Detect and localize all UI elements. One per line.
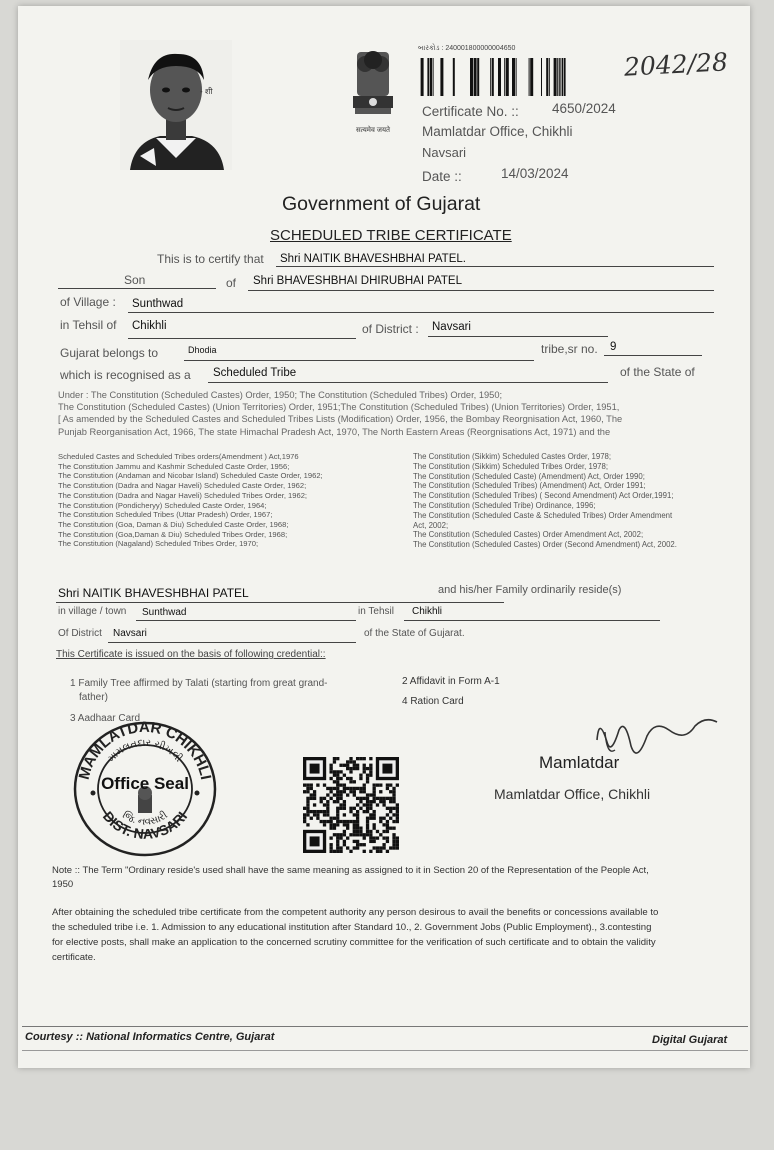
district-label: of District : <box>362 322 419 336</box>
applicant-photo <box>120 40 232 170</box>
belongs-label: Gujarat belongs to <box>60 346 159 360</box>
office-seal-stamp <box>66 713 224 859</box>
under-acts-line: Punjab Reorganisation Act, 1966, The state Himachal Pradesh Act, 1970, The North Eastern Areas (Reorgnisations Act, 1971) and the <box>58 426 611 437</box>
seal-gujarati-top: મામલતદાર ચીખલી <box>106 737 184 765</box>
signatory-title: Mamlatdar <box>539 753 620 772</box>
barcode <box>418 58 566 96</box>
residence-tehsil-label: in Tehsil <box>358 606 394 617</box>
tribe-sr-label: tribe,sr no. <box>541 342 598 356</box>
cert-no: 4650/2024 <box>552 101 616 116</box>
order-item-left: The Constitution Jammu and Kashmir Scheduled Caste Order, 1956; <box>58 461 290 471</box>
under-acts-paragraph <box>58 389 622 438</box>
issuing-place: Navsari <box>422 145 467 160</box>
after-obtaining-line: After obtaining the scheduled tribe certificate from the competent authority any person desirous to avail the benefits or concessions available to <box>52 907 659 918</box>
credential-2: 2 Affidavit in Form A-1 <box>402 676 500 687</box>
village-label: of Village : <box>60 295 116 309</box>
certificate-title: SCHEDULED TRIBE CERTIFICATE <box>270 227 512 244</box>
orders-left-column <box>58 452 323 549</box>
note-line-1: Note :: The Term "Ordinary reside's used shall have the same meaning as assigned to it in Section 20 of the Representation of the People Act, <box>52 865 649 876</box>
credential-1: 1 Family Tree affirmed by Talati (starting from great grand- <box>70 678 328 689</box>
order-item-left: The Constitution (Goa, Daman & Diu) Scheduled Caste Order, 1968; <box>58 519 289 529</box>
order-item-right: The Constitution (Scheduled Caste & Scheduled Tribes) Order Amendment <box>413 510 673 520</box>
government-title: Government of Gujarat <box>282 193 481 215</box>
tehsil: Chikhli <box>132 320 167 332</box>
ashoka-emblem-icon <box>343 48 403 138</box>
seal-gujarati-bottom: જિ. નવસારી <box>120 809 170 828</box>
residence-village: Sunthwad <box>142 607 187 618</box>
district: Navsari <box>432 321 471 333</box>
credential-3: 3 Aadhaar Card <box>70 713 141 724</box>
issuing-office: Mamlatdar Office, Chikhli <box>422 124 573 139</box>
village: Sunthwad <box>132 298 184 310</box>
tribe-sr-no: 9 <box>610 341 617 353</box>
order-item-left: Scheduled Castes and Scheduled Tribes orders(Amendment ) Act,1976 <box>58 452 299 461</box>
resident-name: Shri NAITIK BHAVESHBHAI PATEL <box>58 586 249 600</box>
residence-village-label: in village / town <box>58 606 127 617</box>
cert-no-label: Certificate No. :: <box>422 104 519 119</box>
order-item-right: The Constitution (Scheduled Tribes) (Amendment) Act, Order 1991; <box>413 481 646 491</box>
order-item-right: The Constitution (Scheduled Castes) Order Amendment Act, 2002; <box>413 530 644 540</box>
after-obtaining-paragraph <box>52 905 658 965</box>
tehsil-label: in Tehsil of <box>60 318 117 332</box>
order-item-left: The Constitution (Dadra and Nagar Haveli) Scheduled Tribes Order, 1962; <box>58 490 308 500</box>
tribe-name: Dhodia <box>188 345 217 355</box>
signatory-office: Mamlatdar Office, Chikhli <box>494 786 651 802</box>
credentials-heading: This Certificate is issued on the basis of following credential:: <box>56 649 326 660</box>
barcode-caption: બારકોડ : 240001800000004650 <box>418 45 516 52</box>
order-item-right: The Constitution (Scheduled Tribes) ( Second Amendment) Act Order,1991; <box>413 491 674 501</box>
relation: Son <box>124 273 146 287</box>
under-acts-line: [ As amended by the Scheduled Castes and Scheduled Tribes Lists (Modification) Order, 1956, the Bombay Reorgnisation Act, 1960, The <box>58 414 623 425</box>
footer-digital-gujarat: Digital Gujarat <box>652 1034 728 1046</box>
seal-bottom-text: DIST. NAVSARI <box>99 808 191 842</box>
after-obtaining-line: for elective posts, shall make an application to the concerned scrutiny committee for the verification of such certificate and to obtain the validity <box>52 937 656 948</box>
seal-top-text: MAMLATDAR CHIKHLI <box>75 718 215 782</box>
residence-tehsil: Chikhli <box>412 606 443 617</box>
footer-courtesy: Courtesy :: National Informatics Centre, Gujarat <box>25 1031 275 1043</box>
order-item-left: The Constitution (Goa,Daman & Diu) Scheduled Tribes Order, 1968; <box>58 529 288 539</box>
photo-label: - शी <box>200 87 213 96</box>
order-item-right: The Constitution (Scheduled Caste) (Amendment) Act, Order 1990; <box>413 471 645 481</box>
emblem-motto: सत्यमेव जयते <box>355 127 391 134</box>
recognised-as: Scheduled Tribe <box>213 367 297 379</box>
reside-label: and his/her Family ordinarily reside(s) <box>438 584 622 596</box>
after-obtaining-line: the scheduled tribe i.e. 1. Admission to any educational institution after Standard 10., 2. Government Jobs (Public Employment)., 3.contesting <box>52 922 652 933</box>
note-line-2: 1950 <box>52 879 74 890</box>
certify-label: This is to certify that <box>157 252 264 266</box>
orders-right-column <box>413 452 677 550</box>
order-item-left: The Constitution (Andaman and Nicobar Island) Scheduled Caste Order, 1962; <box>58 471 323 481</box>
date-label: Date :: <box>422 169 462 184</box>
order-item-right: The Constitution (Scheduled Castes) Order (Second Amendment) Act, 2002. <box>413 540 677 550</box>
applicant-name: Shri NAITIK BHAVESHBHAI PATEL. <box>280 253 466 265</box>
order-item-right: The Constitution (Sikkim) Scheduled Castes Order, 1978; <box>413 452 612 461</box>
order-item-left: The Constitution (Pondicheryy) Scheduled Caste Order, 1964; <box>58 500 267 510</box>
residence-district-label: Of District <box>58 628 102 639</box>
recognised-label: which is recognised as a <box>60 368 191 382</box>
order-item-right: The Constitution (Sikkim) Scheduled Tribes Order, 1978; <box>413 461 609 471</box>
credential-4: 4 Ration Card <box>402 696 464 707</box>
father-name: Shri BHAVESHBHAI DHIRUBHAI PATEL <box>253 275 462 287</box>
state-label: of the State of <box>620 365 695 379</box>
order-item-left: The Constitution (Dadra and Nagar Haveli) Scheduled Caste Order, 1962; <box>58 481 307 491</box>
seal-center-text: Office Seal <box>101 774 189 793</box>
issue-date: 14/03/2024 <box>501 166 569 181</box>
after-obtaining-line: certificate. <box>52 952 96 963</box>
residence-state: of the State of Gujarat. <box>364 628 465 639</box>
credential-1-cont: father) <box>79 692 108 703</box>
order-item-right: The Constitution (Scheduled Tribe) Ordinance, 1996; <box>413 500 596 510</box>
under-acts-line: The Constitution (Scheduled Castes) (Union Territories) Order, 1951;The Constitution (Scheduled Tribes) (Union Territories) Order, 1951, <box>58 402 620 413</box>
qr-code <box>303 757 399 853</box>
handwritten-number: 2042/28 <box>623 47 729 82</box>
under-acts-line: Under : The Constitution (Scheduled Castes) Order, 1950; The Constitution (Scheduled Tribes) Order, 1950; <box>58 390 503 400</box>
order-item-left: The Constitution (Nagaland) Scheduled Tribes Order, 1970; <box>58 539 259 549</box>
svg-text:MAMLATDAR CHIKHLI <box>76 719 214 781</box>
order-item-right: Act, 2002; <box>413 520 449 530</box>
of-label: of <box>226 276 237 290</box>
residence-district: Navsari <box>113 628 147 639</box>
order-item-left: The Constitution Scheduled Tribes (Uttar Pradesh) Order, 1967; <box>58 510 273 520</box>
